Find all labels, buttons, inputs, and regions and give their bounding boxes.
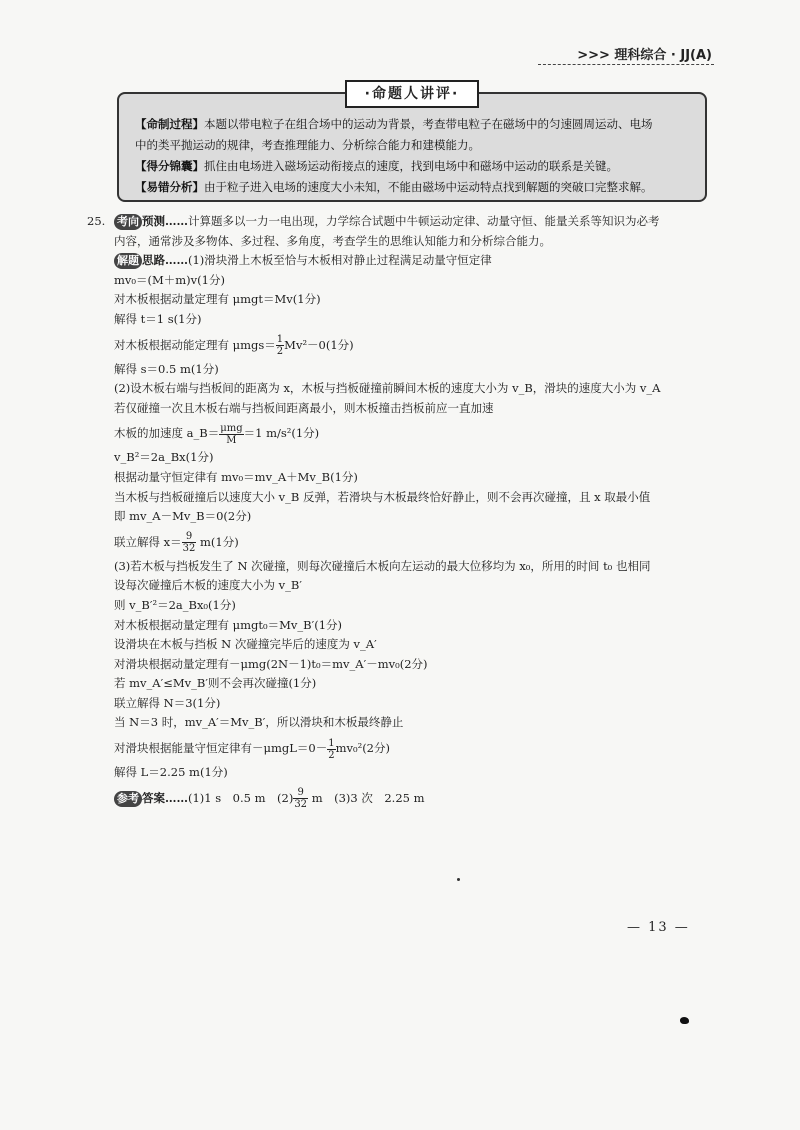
question-number: 25. bbox=[87, 214, 106, 228]
scan-speck bbox=[680, 1017, 689, 1024]
test-badge: 考向 bbox=[114, 214, 142, 230]
solve-heading: 解题 思路……(1)滑块滑上木板至恰与木板相对静止过程满足动量守恒定律 bbox=[114, 251, 714, 271]
scan-speck bbox=[457, 878, 460, 881]
fraction-half-2: $\frac{1}{2}$ bbox=[328, 737, 335, 761]
solution-line: 联立解得 N＝3(1分) bbox=[114, 695, 221, 710]
review-process: 【命制过程】本题以带电粒子在组合场中的运动为背景，考查带电粒子在磁场中的匀速圆周运动、电场 bbox=[135, 117, 653, 131]
fraction-answer: $\frac{9}{32}$ bbox=[294, 787, 308, 811]
solution-line: v_B²＝2a_Bx(1分) bbox=[114, 450, 214, 465]
solution-content bbox=[87, 212, 714, 813]
solution-line: 若 mv_A′≤Mv_B′则不会再次碰撞(1分) bbox=[114, 676, 317, 691]
test-prediction: 考向 预测……计算题多以一力一电出现，力学综合试题中牛顿运动定律、动量守恒、能量关系等知识为必考 bbox=[114, 212, 714, 232]
solve-badge: 解题 bbox=[114, 253, 142, 269]
solution-line: 解得 t＝1 s(1分) bbox=[114, 311, 202, 326]
solution-line: 则 v_B′²＝2a_Bx₀(1分) bbox=[114, 597, 236, 612]
fraction-accel: $\frac{\text{μmg}}{M}$ bbox=[220, 422, 243, 446]
review-box-title: ·命题人讲评· bbox=[345, 80, 479, 108]
solution-line: 对滑块根据动量定理有－μmg(2N－1)t₀＝mv_A′－mv₀(2分) bbox=[114, 656, 428, 671]
solution-line: mv₀＝(M＋m)v(1分) bbox=[114, 272, 225, 287]
solution-line: 对木板根据动能定理有 μmgs＝ $\frac{1}{2}$ Mv²－0(1分) bbox=[114, 334, 354, 358]
solution-line: 即 mv_A－Mv_B＝0(2分) bbox=[114, 509, 252, 524]
page-number: — 13 — bbox=[627, 920, 690, 935]
solution-line: 对滑块根据能量守恒定律有－μmgL＝0－ $\frac{1}{2}$ mv₀²(2分) bbox=[114, 737, 390, 761]
solution-line: 解得 L＝2.25 m(1分) bbox=[114, 765, 228, 780]
solution-line: 联立解得 x＝ $\frac{9}{32}$ m(1分) bbox=[114, 531, 239, 555]
fraction-x: $\frac{9}{32}$ bbox=[182, 531, 196, 555]
answer-badge: 参考 bbox=[114, 791, 142, 807]
solution-line: 对木板根据动量定理有 μmgt₀＝Mv_B′(1分) bbox=[114, 617, 342, 632]
solution-line: 解得 s＝0.5 m(1分) bbox=[114, 361, 219, 376]
solution-line: 木板的加速度 a_B＝ $\frac{\text{μmg}}{M}$ ＝1 m/s²(1分) bbox=[114, 422, 320, 446]
solution-line: 根据动量守恒定律有 mv₀＝mv_A＋Mv_B(1分) bbox=[114, 469, 358, 484]
solution-line: (2)设木板右端与挡板间的距离为 x，木板与挡板碰撞前瞬间木板的速度大小为 v_B，滑块的速度大小为 v_A bbox=[114, 381, 661, 396]
solution-line: 当 N＝3 时，mv_A′＝Mv_B′，所以滑块和木板最终静止 bbox=[114, 715, 404, 730]
fraction-half: $\frac{1}{2}$ bbox=[276, 334, 284, 358]
review-box bbox=[117, 92, 707, 202]
review-tips: 【得分锦囊】抓住由电场进入磁场运动衔接点的速度，找到电场中和磁场中运动的联系是关键。 bbox=[135, 159, 618, 173]
review-process-cont: 中的类平抛运动的规律，考查推理能力、分析综合能力和建模能力。 bbox=[135, 138, 480, 152]
test-prediction-cont: 内容，通常涉及多物体、多过程、多角度，考查学生的思维认知能力和分析综合能力。 bbox=[114, 233, 551, 248]
answer-line: 参考 答案……(1)1 s 0.5 m (2) $\frac{9}{32}$ m (3)3 次 2.25 m bbox=[114, 783, 714, 813]
header-rule bbox=[538, 64, 714, 65]
solution-line: 若仅碰撞一次且木板右端与挡板间距离最小，则木板撞击挡板前应一直加速 bbox=[114, 400, 494, 415]
review-errors: 【易错分析】由于粒子进入电场的速度大小未知，不能由磁场中运动特点找到解题的突破口完整求解。 bbox=[135, 180, 653, 194]
solution-line: (3)若木板与挡板发生了 N 次碰撞，则每次碰撞后木板向左运动的最大位移均为 x₀，所用的时间 t₀ 也相同 bbox=[114, 558, 651, 573]
solution-line: 对木板根据动量定理有 μmgt＝Mv(1分) bbox=[114, 292, 321, 307]
solution-line: 当木板与挡板碰撞后以速度大小 v_B 反弹，若滑块与木板最终恰好静止，则不会再次碰撞，且 x 取最小值 bbox=[114, 489, 651, 504]
solution-line: 设滑块在木板与挡板 N 次碰撞完毕后的速度为 v_A′ bbox=[114, 637, 377, 652]
solution-line: 设每次碰撞后木板的速度大小为 v_B′ bbox=[114, 578, 302, 593]
page-header: >>> 理科综合 · JJ(A) bbox=[577, 48, 712, 63]
